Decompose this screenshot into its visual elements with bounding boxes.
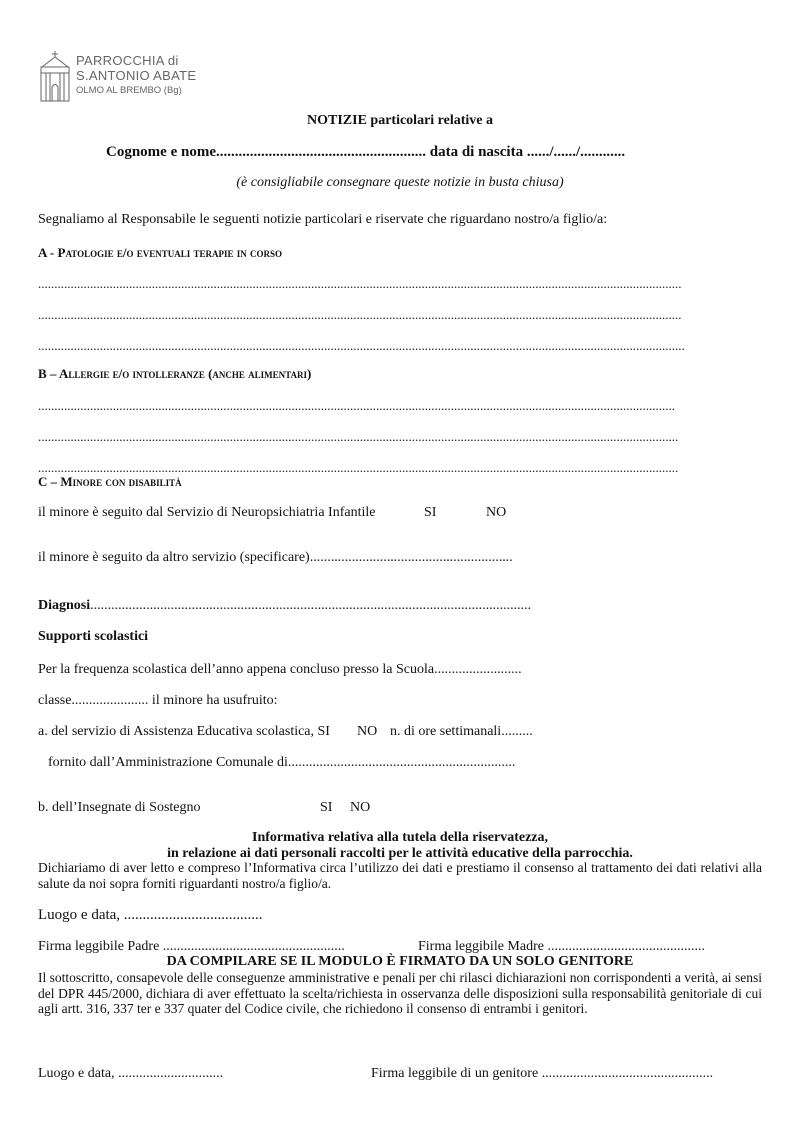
place-date-line-2: Luogo e data, .............................. [38, 1066, 224, 1081]
npi-no-option[interactable]: NO [486, 505, 507, 520]
section-c-title: C – Minore con disabilità [38, 474, 182, 489]
school-support-heading: Supporti scolastici [38, 629, 149, 644]
privacy-title-1: Informativa relativa alla tutela della riservatezza, [252, 830, 548, 845]
single-parent-title: DA COMPILARE SE IL MODULO È FIRMATO DA UN SOLO GENITORE [166, 954, 634, 969]
npi-question: il minore è seguito dal Servizio di Neuropsichiatria Infantile [38, 505, 376, 520]
single-parent-declaration: Il sottoscritto, consapevole delle conseguenze amministrative e penali per chi rilasci dichiarazioni non corrispondenti a verità, ai sensi del DPR 445/2000, dichiara di aver effettuato la scelta/richiesta in osservanza delle disposizioni sulla responsabilità genitoriale di cui agli artt. 316, 337 ter e 337 quater del Codice civile, che richiedono il consenso di entrambi i genitori. [38, 970, 762, 1016]
parish-logo [38, 47, 198, 105]
educational-assistance-line: a. del servizio di Assistenza Educativa scolastica, SI [38, 724, 330, 739]
form-title: NOTIZIE particolari relative a [307, 113, 493, 128]
envelope-note: (è consigliabile consegnare queste notizie in busta chiusa) [236, 175, 564, 190]
other-service-line: il minore è seguito da altro servizio (specificare).......................................................... [38, 550, 513, 565]
church-icon [38, 49, 72, 103]
weekly-hours-line: n. di ore settimanali......... [390, 724, 533, 739]
parish-name: PARROCCHIA di [76, 53, 179, 68]
diagnosis-dots: .............................................................................................................................. [90, 598, 532, 613]
class-line: classe...................... il minore ha usufruito: [38, 693, 278, 708]
municipality-line: fornito dall’Amministrazione Comunale di................................................................. [48, 755, 516, 770]
section-a-line: ...................................................................................................................................................................................................... [38, 276, 682, 291]
diagnosis-line [38, 598, 531, 614]
mother-signature-line: Firma leggibile Madre ............................................. [418, 939, 705, 954]
name-birthdate-line: Cognome e nome........................................................ data di nascita ....../....../............ [106, 144, 626, 160]
educational-assistance-no-option[interactable]: NO [357, 724, 378, 739]
section-a-line: ....................................................................................................................................................................................................... [38, 338, 685, 353]
support-teacher-line: b. dell’Insegnate di Sostegno [38, 800, 201, 815]
parish-location: OLMO AL BREMBO (Bg) [76, 85, 182, 96]
support-teacher-no-option[interactable]: NO [350, 800, 371, 815]
section-a-title: A - Patologie e/o eventuali terapie in corso [38, 245, 283, 260]
section-a-line: ...................................................................................................................................................................................................... [38, 307, 682, 322]
parish-saint: S.ANTONIO ABATE [76, 68, 197, 83]
diagnosis-label: Diagnosi [38, 598, 91, 613]
father-signature-line: Firma leggibile Padre .................................................... [38, 939, 345, 954]
privacy-title-2: in relazione ai dati personali raccolti per le attività educative della parrocchia. [167, 846, 633, 861]
section-b-line: .................................................................................................................................................................................................... [38, 398, 675, 413]
npi-yes-option[interactable]: SI [424, 505, 437, 520]
school-attendance-line: Per la frequenza scolastica dell’anno appena concluso presso la Scuola......................... [38, 662, 522, 677]
section-b-title: B – Allergie e/o intolleranze (anche alimentari) [38, 366, 312, 381]
section-b-line: ..................................................................................................................................................................................................... [38, 460, 679, 475]
place-date-line: Luogo e data, ..................................... [38, 907, 263, 923]
privacy-consent-text: Dichiariamo di aver letto e compreso l’Informativa circa l’utilizzo dei dati e prestiamo il consenso al trattamento dei dati relativi alla salute da noi sopra forniti riguardanti nostro/a figlio/a. [38, 860, 762, 891]
intro-text: Segnaliamo al Responsabile le seguenti notizie particolari e riservate che riguardano nostro/a figlio/a: [38, 212, 608, 227]
section-b-line: ..................................................................................................................................................................................................... [38, 429, 679, 444]
support-teacher-yes-option[interactable]: SI [320, 800, 333, 815]
parent-signature-line: Firma leggibile di un genitore ................................................. [371, 1066, 714, 1081]
